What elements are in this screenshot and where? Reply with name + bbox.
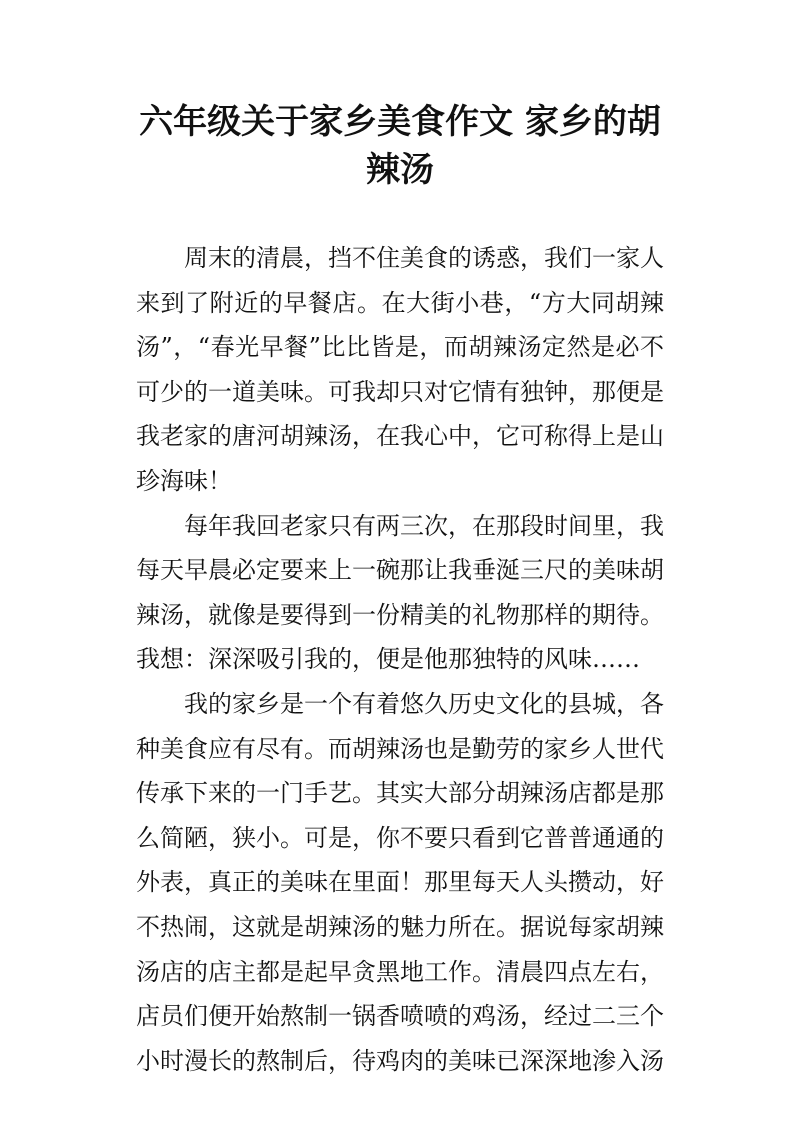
paragraph-2: 每年我回老家只有两三次，在那段时间里，我每天早晨必定要来上一碗那让我垂涎三尺的美味胡辣汤，就像是要得到一份精美的礼物那样的期待。我想：深深吸引我的，便是他那独特的风味…… — [136, 511, 664, 674]
document-title: 六年级关于家乡美食作文 家乡的胡辣汤 — [139, 102, 661, 190]
document-body — [136, 236, 664, 1083]
paragraph-3: 我的家乡是一个有着悠久历史文化的县城，各种美食应有尽有。而胡辣汤也是勤劳的家乡人世代传承下来的一门手艺。其实大部分胡辣汤店都是那么简陋，狭小。可是，你不要只看到它普普通通的外表，真正的美味在里面！那里每天人头攒动，好不热闹，这就是胡辣汤的魅力所在。据说每家胡辣汤店的店主都是起早贪黑地工作。清晨四点左右，店员们便开始熬制一锅香喷喷的鸡汤，经过二三个小时漫长的熬制后，待鸡肉的美味已深深地渗入汤 — [136, 689, 664, 1075]
paragraph-1: 周末的清晨，挡不住美食的诱惑，我们一家人来到了附近的早餐店。在大街小巷，“方大同胡辣汤”，“春光早餐”比比皆是，而胡辣汤定然是必不可少的一道美味。可我却只对它情有独钟，那便是我老家的唐河胡辣汤，在我心中，它可称得上是山珍海味！ — [136, 244, 664, 495]
